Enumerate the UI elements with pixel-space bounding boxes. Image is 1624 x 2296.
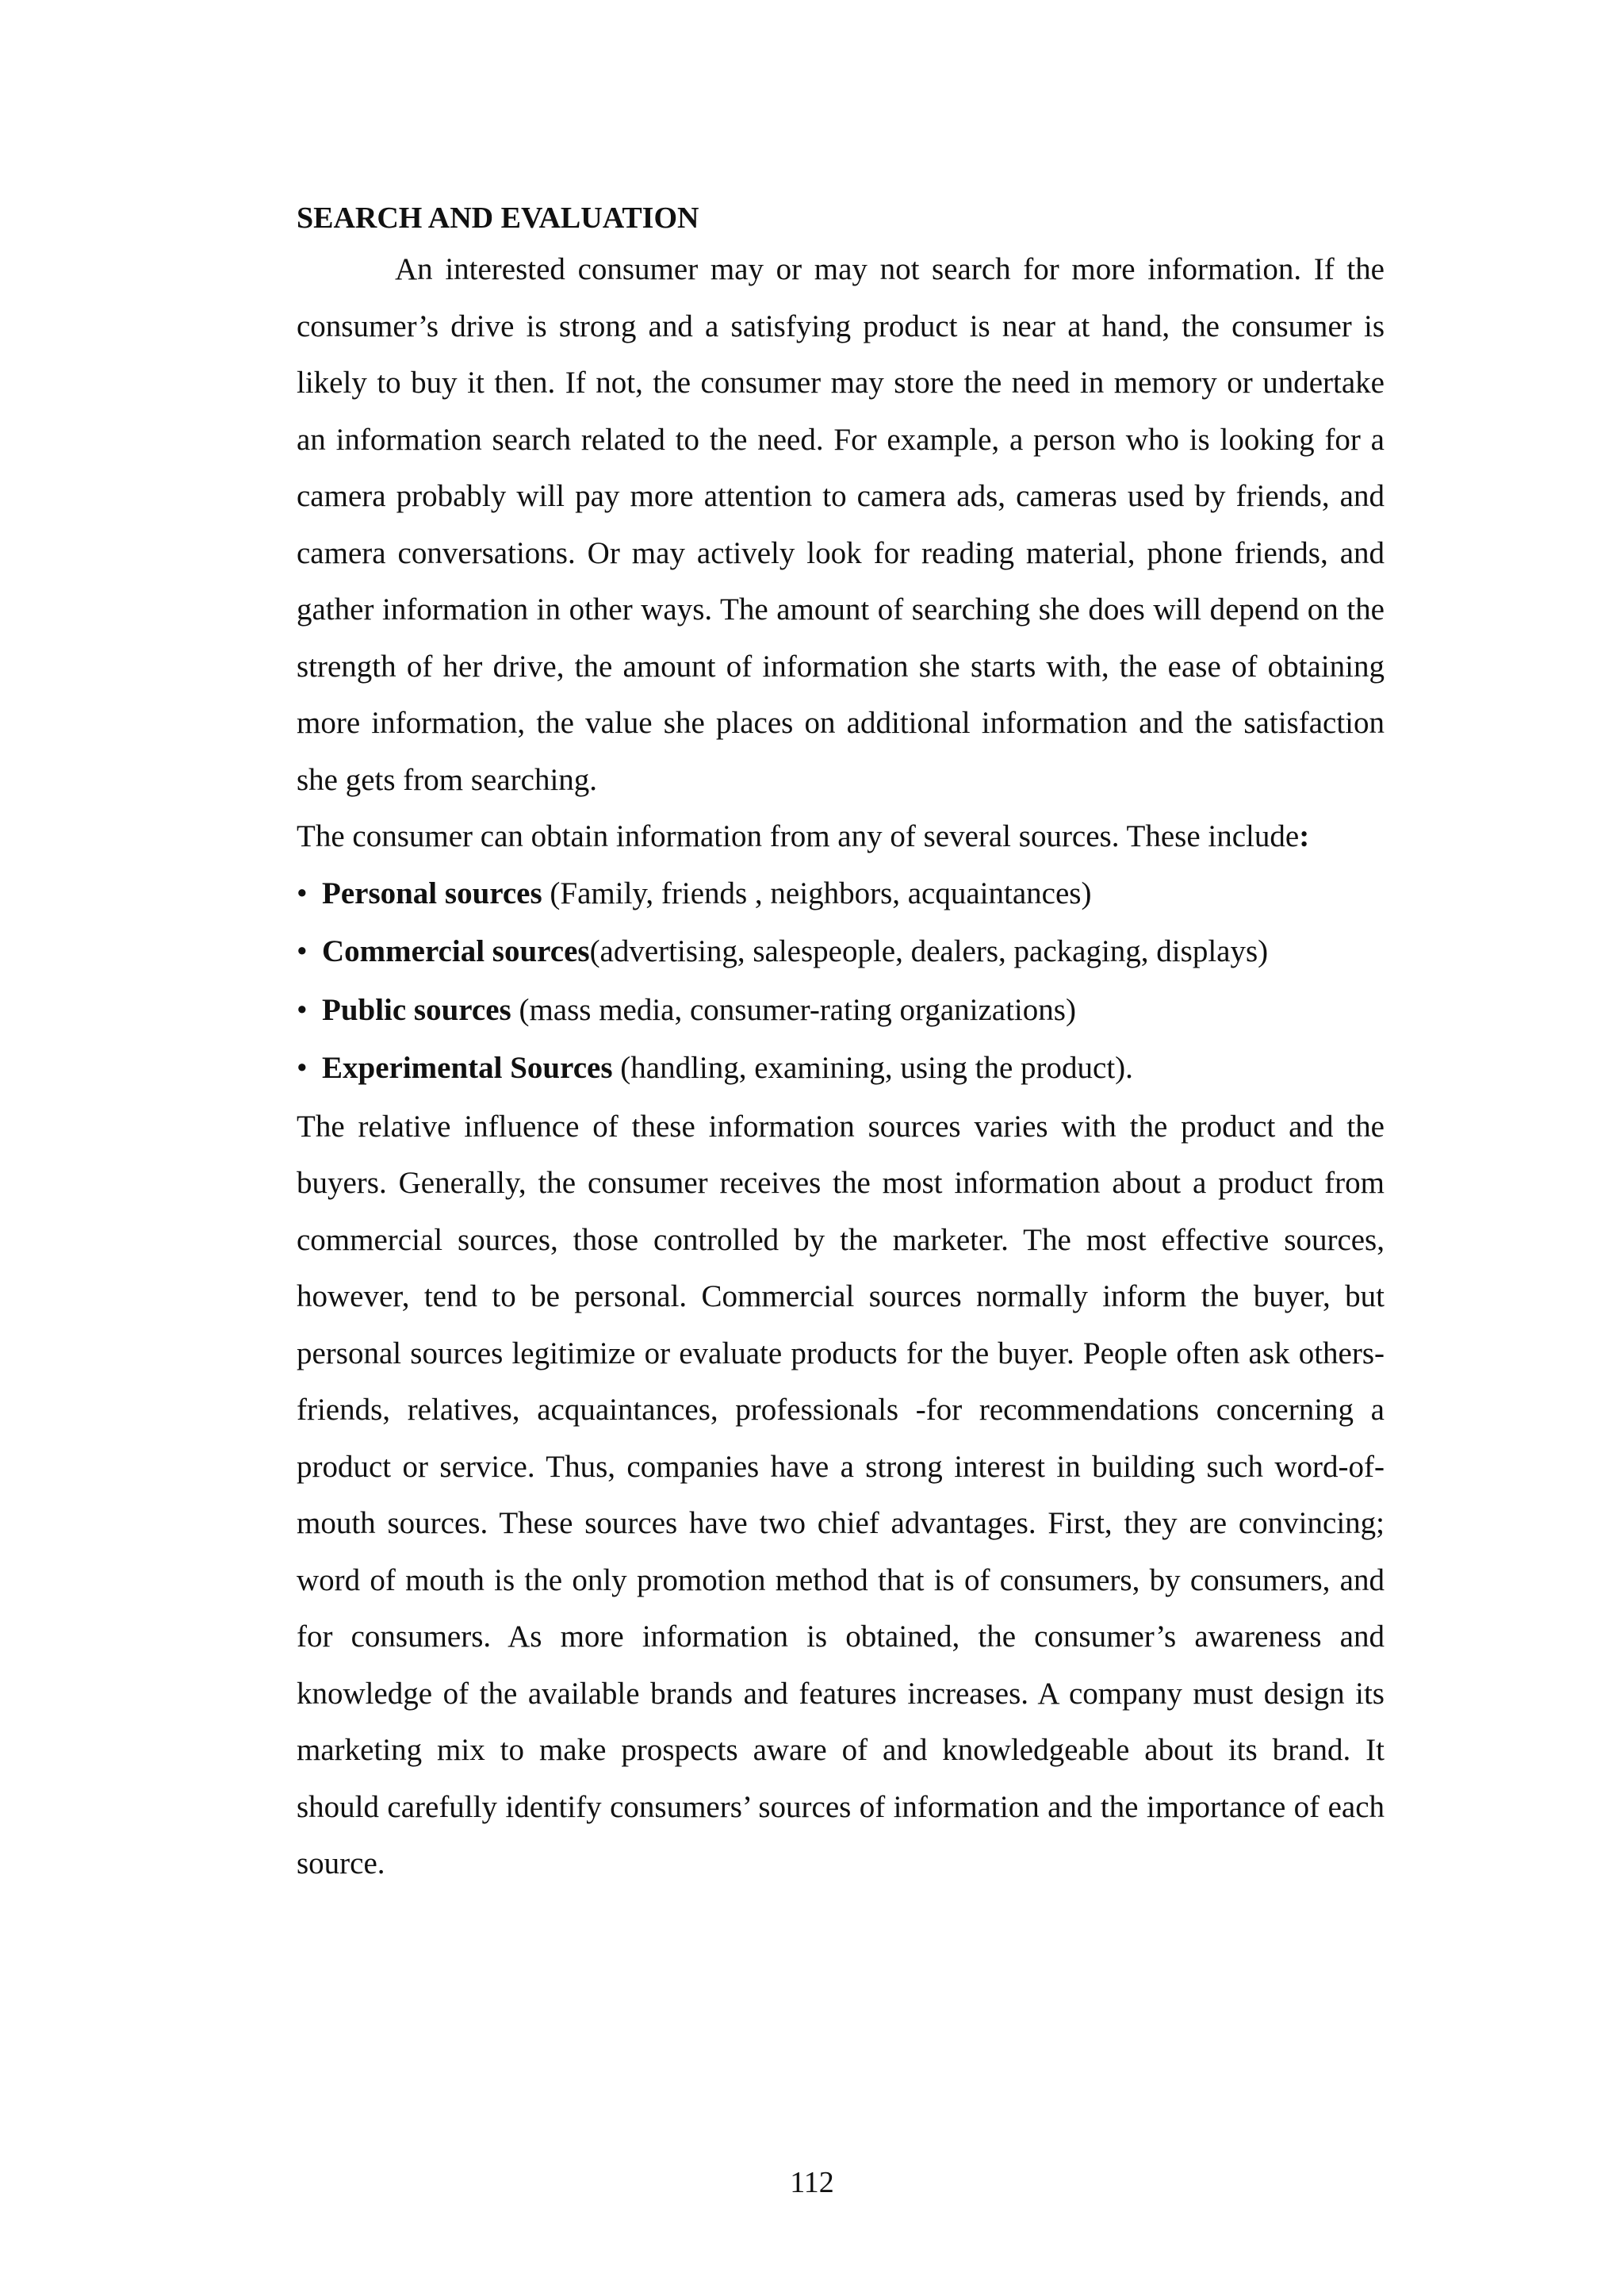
sources-intro-text: The consumer can obtain information from any of several sources. These include (297, 819, 1300, 853)
bullet-icon: • (297, 992, 308, 1027)
source-name: Experimental Sources (322, 1051, 613, 1085)
bullet-icon: • (297, 1051, 308, 1085)
bullet-icon: • (297, 934, 308, 968)
list-item-commercial-sources (297, 923, 1385, 980)
source-detail: (advertising, salespeople, dealers, packaging, displays) (589, 934, 1269, 968)
section-heading: SEARCH AND EVALUATION (297, 201, 699, 235)
source-detail: (Family, friends , neighbors, acquaintances) (542, 876, 1092, 910)
source-name: Personal sources (322, 876, 542, 910)
sources-intro-colon: : (1299, 819, 1310, 853)
page-number: 112 (790, 2166, 834, 2199)
source-name: Commercial sources (322, 934, 590, 968)
paragraph-influence: The relative influence of these information sources varies with the product and the buyers. Generally, the consumer receives the most information about a product from commercial sources, those controlled by the marketer. The most effective sources, however, tend to be personal. Commercial sources normally inform the buyer, but personal sources legitimize or evaluate products for the buyer. People often ask others-friends, relatives, acquaintances, professionals -for recommendations concerning a product or service. Thus, companies have a strong interest in building such word-of-mouth sources. These sources have two chief advantages. First, they are convincing; word of mouth is the only promotion method that is of consumers, by consumers, and for consumers. As more information is obtained, the consumer’s awareness and knowledge of the available brands and features increases. A company must design its marketing mix to make prospects aware of and knowledgeable about its brand. It should carefully identify consumers’ sources of information and the importance of each source. (297, 1109, 1385, 1880)
sources-list (297, 865, 1385, 1097)
list-item-public-sources (297, 982, 1385, 1039)
paragraph-search: An interested consumer may or may not search for more information. If the consumer’s drive is strong and a satisfying product is near at hand, the consumer is likely to buy it then. If not, the consumer may store the need in memory or undertake an information search related to the need. For example, a person who is looking for a camera probably will pay more attention to camera ads, cameras used by friends, and camera conversations. Or may actively look for reading material, phone friends, and gather information in other ways. The amount of searching she does will depend on the strength of her drive, the amount of information she starts with, the ease of obtaining more information, the value she places on additional information and the satisfaction she gets from searching. (297, 252, 1385, 797)
source-detail: (handling, examining, using the product). (612, 1051, 1133, 1085)
list-item-personal-sources (297, 865, 1385, 922)
source-detail: (mass media, consumer-rating organizations) (511, 992, 1076, 1027)
bullet-icon: • (297, 876, 308, 910)
list-item-experimental-sources (297, 1040, 1385, 1097)
source-name: Public sources (322, 992, 511, 1027)
document-page (297, 195, 1385, 1892)
sources-intro (297, 808, 1385, 865)
